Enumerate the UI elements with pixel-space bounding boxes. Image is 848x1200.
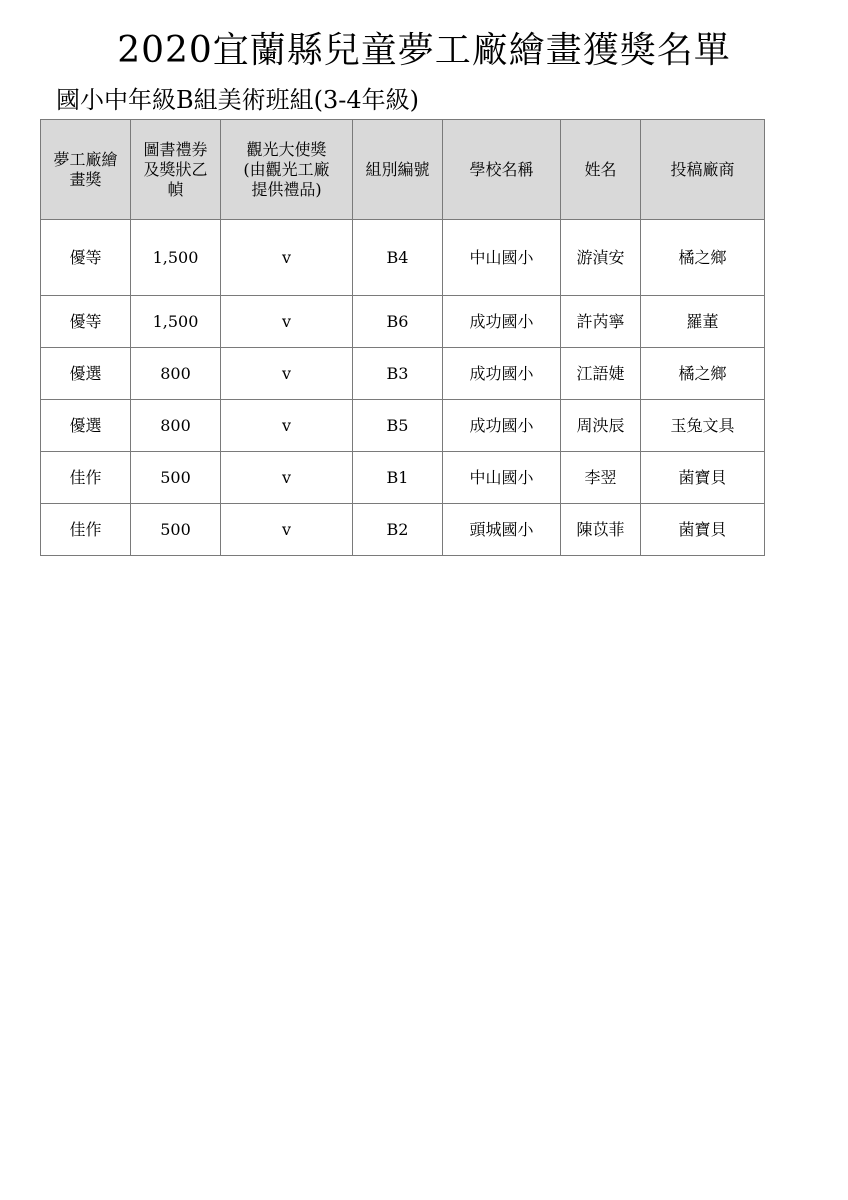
cell-school: 成功國小 <box>443 400 561 452</box>
cell-code: B5 <box>353 400 443 452</box>
table-row <box>41 452 765 504</box>
cell-voucher: 800 <box>131 348 221 400</box>
cell-ambassador: v <box>221 220 353 296</box>
header-ambassador: 觀光大使獎 (由觀光工廠 提供禮品) <box>221 120 353 220</box>
cell-name: 周泱辰 <box>561 400 641 452</box>
cell-voucher: 1,500 <box>131 296 221 348</box>
cell-voucher: 800 <box>131 400 221 452</box>
header-code: 組別編號 <box>353 120 443 220</box>
table-row <box>41 504 765 556</box>
cell-code: B3 <box>353 348 443 400</box>
cell-award: 佳作 <box>41 452 131 504</box>
cell-school: 成功國小 <box>443 348 561 400</box>
cell-voucher: 1,500 <box>131 220 221 296</box>
cell-award: 優等 <box>41 220 131 296</box>
header-vendor: 投稿廠商 <box>641 120 765 220</box>
cell-code: B6 <box>353 296 443 348</box>
page-subtitle: 國小中年級B組美術班組(3-4年級) <box>56 86 420 114</box>
cell-award: 優選 <box>41 348 131 400</box>
cell-school: 中山國小 <box>443 220 561 296</box>
table-row <box>41 220 765 296</box>
cell-ambassador: v <box>221 400 353 452</box>
cell-voucher: 500 <box>131 452 221 504</box>
cell-ambassador: v <box>221 452 353 504</box>
cell-vendor: 玉兔文具 <box>641 400 765 452</box>
cell-ambassador: v <box>221 504 353 556</box>
table-row <box>41 296 765 348</box>
awards-table <box>40 119 765 556</box>
cell-vendor: 羅董 <box>641 296 765 348</box>
table-header-row <box>41 120 765 220</box>
cell-school: 頭城國小 <box>443 504 561 556</box>
cell-award: 佳作 <box>41 504 131 556</box>
cell-award: 優等 <box>41 296 131 348</box>
header-name: 姓名 <box>561 120 641 220</box>
cell-name: 陳苡菲 <box>561 504 641 556</box>
cell-vendor: 菌寶貝 <box>641 452 765 504</box>
cell-name: 李翌 <box>561 452 641 504</box>
cell-award: 優選 <box>41 400 131 452</box>
table-row <box>41 400 765 452</box>
cell-name: 游湞安 <box>561 220 641 296</box>
header-award: 夢工廠繪 畫獎 <box>41 120 131 220</box>
cell-ambassador: v <box>221 348 353 400</box>
page-title: 2020宜蘭縣兒童夢工廠繪畫獲獎名單 <box>117 30 731 71</box>
cell-school: 成功國小 <box>443 296 561 348</box>
cell-school: 中山國小 <box>443 452 561 504</box>
cell-vendor: 橘之鄉 <box>641 220 765 296</box>
table-row <box>41 348 765 400</box>
cell-ambassador: v <box>221 296 353 348</box>
cell-code: B4 <box>353 220 443 296</box>
cell-voucher: 500 <box>131 504 221 556</box>
cell-vendor: 菌寶貝 <box>641 504 765 556</box>
cell-vendor: 橘之鄉 <box>641 348 765 400</box>
cell-code: B2 <box>353 504 443 556</box>
cell-name: 江語婕 <box>561 348 641 400</box>
header-voucher: 圖書禮券 及獎狀乙 幀 <box>131 120 221 220</box>
cell-code: B1 <box>353 452 443 504</box>
header-school: 學校名稱 <box>443 120 561 220</box>
cell-name: 許芮寧 <box>561 296 641 348</box>
